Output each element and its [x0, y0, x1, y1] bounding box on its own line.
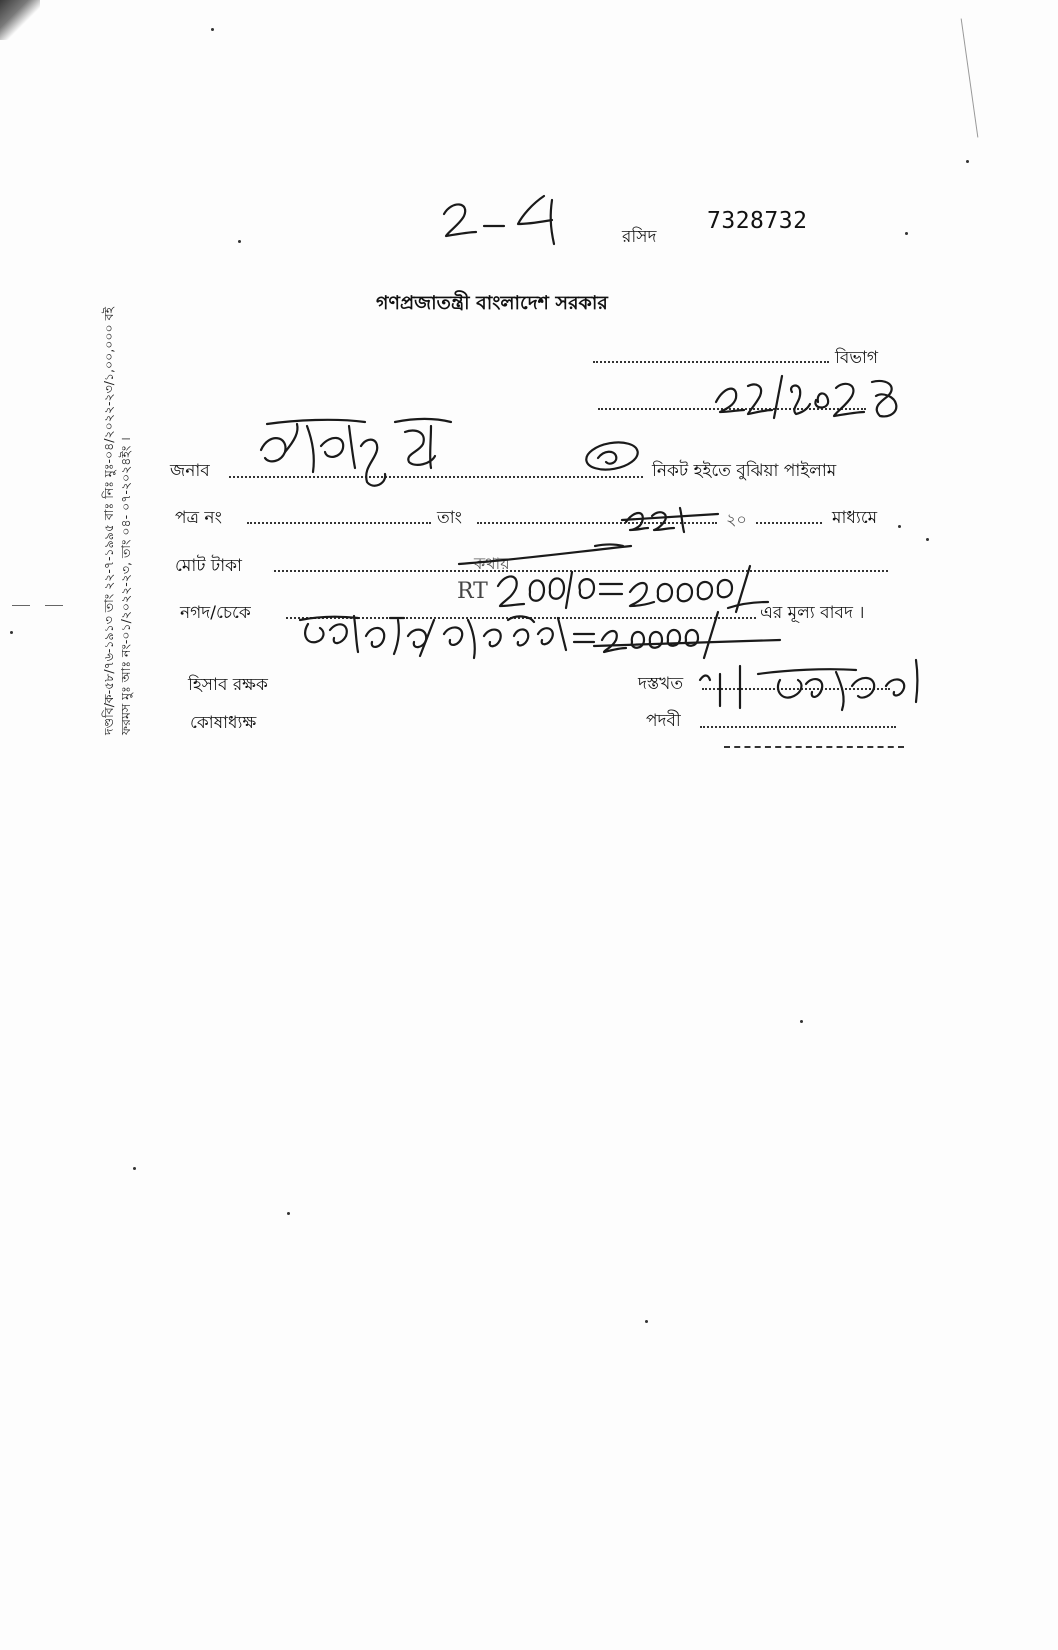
scan-speck — [211, 28, 214, 31]
handwritten-name — [255, 402, 455, 492]
janab-label: জনাব — [170, 461, 210, 481]
scan-corner-shadow — [0, 0, 40, 40]
scan-dash-mark — [12, 605, 30, 606]
total-taka-label: মোট টাকা — [175, 556, 242, 576]
scan-speck — [10, 631, 13, 634]
treasurer-label: কোষাধ্যক্ষ — [190, 713, 257, 733]
handwritten-letter-date — [622, 500, 722, 534]
designation-label: পদবী — [646, 711, 681, 731]
cash-cheque-label: নগদ/চেকে — [180, 603, 251, 623]
letter-no-dotted-line — [247, 522, 431, 524]
handwritten-circle-mark — [582, 438, 644, 474]
handwritten-signature — [696, 656, 928, 712]
side-print-line-2: ফরমস মুঃ আঃ নং-০১/২০২২-২৩, তাং ০৪- ০৭-২০২৪ইং । — [118, 437, 133, 735]
signature-label: দস্তখত — [638, 674, 684, 694]
side-print-notice — [100, 307, 134, 735]
accountant-label: হিসাব রক্ষক — [188, 675, 268, 695]
scan-speck — [133, 1167, 136, 1170]
price-for-label: এর মূল্য বাবদ । — [760, 603, 865, 623]
division-dotted-line — [593, 361, 829, 363]
medium-dotted-line — [756, 522, 822, 524]
scan-edge-line — [961, 19, 979, 138]
scan-speck — [287, 1212, 290, 1215]
side-print-line-1: দণ্ডবি/ক-৫৮/৭৬-১৯১৩ তাং ২২-৭-১৯৯৫ বাঃ নিঃ মুঃ-০৪/২০২২-২৩/১,০০,০০০ বই — [101, 306, 116, 735]
scan-speck — [238, 240, 241, 243]
scan-speck — [645, 1320, 648, 1323]
rt-mark: RT — [457, 579, 488, 604]
receipt-label: রসিদ — [622, 227, 657, 247]
date-year-printed: ২০ — [726, 510, 747, 529]
handwritten-serial-number — [440, 190, 570, 250]
handwritten-purpose — [294, 606, 784, 662]
letter-no-label: পত্র নং — [175, 508, 222, 528]
date-label: তাং — [437, 508, 463, 528]
scan-speck — [966, 160, 969, 163]
scan-speck — [898, 525, 901, 528]
designation-dotted-line — [700, 726, 896, 728]
scan-speck — [926, 538, 929, 541]
government-title: গণপ্রজাতন্ত্রী বাংলাদেশ সরকার — [376, 292, 608, 314]
scan-dash-mark — [45, 605, 63, 606]
division-label: বিভাগ — [835, 348, 879, 368]
receipt-number: 7328732 — [707, 208, 808, 234]
in-words-label: কথায় — [474, 554, 510, 573]
handwritten-date — [712, 372, 902, 422]
scan-speck — [800, 1020, 803, 1023]
scan-speck — [905, 232, 908, 235]
medium-label: মাধ্যমে — [832, 508, 878, 528]
received-from-label: নিকট হইতে বুঝিয়া পাইলাম — [652, 461, 837, 481]
scan-dash-mark — [724, 745, 904, 748]
